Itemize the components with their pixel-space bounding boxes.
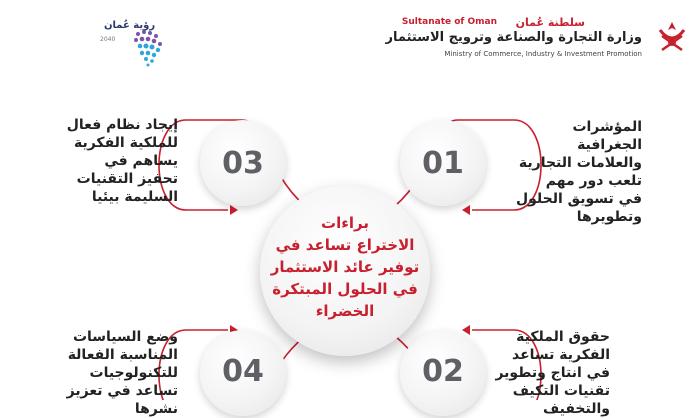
item-line: حقوق الملكية bbox=[516, 329, 610, 345]
vision-subtitle: 2040 bbox=[100, 36, 116, 43]
number-01: 01 bbox=[422, 146, 464, 181]
ministry-sultanate-en: Sultanate of Oman bbox=[401, 17, 497, 27]
item-line: في انتاج وتطوير bbox=[495, 365, 610, 381]
item-line: تلعب دور مهم bbox=[545, 173, 642, 189]
ministry-sultanate-ar: سلطنة عُمان bbox=[515, 16, 585, 29]
item-line: والعلامات التجارية bbox=[518, 155, 642, 171]
item-line: في تسويق الحلول bbox=[515, 191, 642, 207]
item-line: وتطويرها bbox=[576, 209, 642, 225]
item-01-text bbox=[516, 118, 642, 226]
number-02: 02 bbox=[422, 354, 464, 389]
vision-title: رؤية عُمان bbox=[104, 20, 156, 31]
ministry-name-en: Ministry of Commerce, Industry & Investment Promotion bbox=[444, 50, 642, 58]
center-line: الاختراع تساعد في bbox=[275, 236, 415, 254]
item-line: الفكرية تساعد bbox=[511, 347, 610, 363]
center-line: توفير عائد الاستثمار bbox=[270, 258, 420, 276]
item-line: للتكنولوجيات bbox=[89, 365, 178, 381]
item-line: يساهم في bbox=[104, 153, 178, 169]
item-line: السليمة بيئيا bbox=[91, 189, 178, 205]
number-03: 03 bbox=[222, 146, 264, 181]
item-line: تساعد في تعزيز bbox=[66, 383, 178, 399]
item-04-text bbox=[67, 328, 178, 418]
item-line: وضع السياسات bbox=[72, 329, 178, 345]
item-line: والتخفيف bbox=[542, 401, 610, 417]
item-02-text bbox=[495, 328, 610, 418]
item-line: نشرها bbox=[134, 401, 178, 417]
center-statement bbox=[258, 212, 432, 322]
center-line: براءات bbox=[321, 214, 369, 232]
center-line: في الحلول المبتكرة bbox=[272, 280, 418, 298]
item-line: الجغرافية bbox=[577, 137, 642, 153]
item-03-text bbox=[67, 116, 178, 206]
number-04: 04 bbox=[222, 354, 264, 389]
item-line: إيجاد نظام فعال bbox=[66, 117, 178, 133]
item-line: المؤشرات bbox=[572, 119, 642, 135]
item-line: المناسبة الفعالة bbox=[67, 347, 178, 363]
item-line: للملكية الفكرية bbox=[73, 135, 178, 151]
item-line: تحفيز التقنيات bbox=[76, 171, 178, 187]
center-line: الخضراء bbox=[315, 302, 375, 320]
ministry-name-ar: وزارة التجارة والصناعة وترويج الاستثمار bbox=[385, 30, 642, 45]
item-line: تقنيات التكيف bbox=[512, 383, 610, 399]
